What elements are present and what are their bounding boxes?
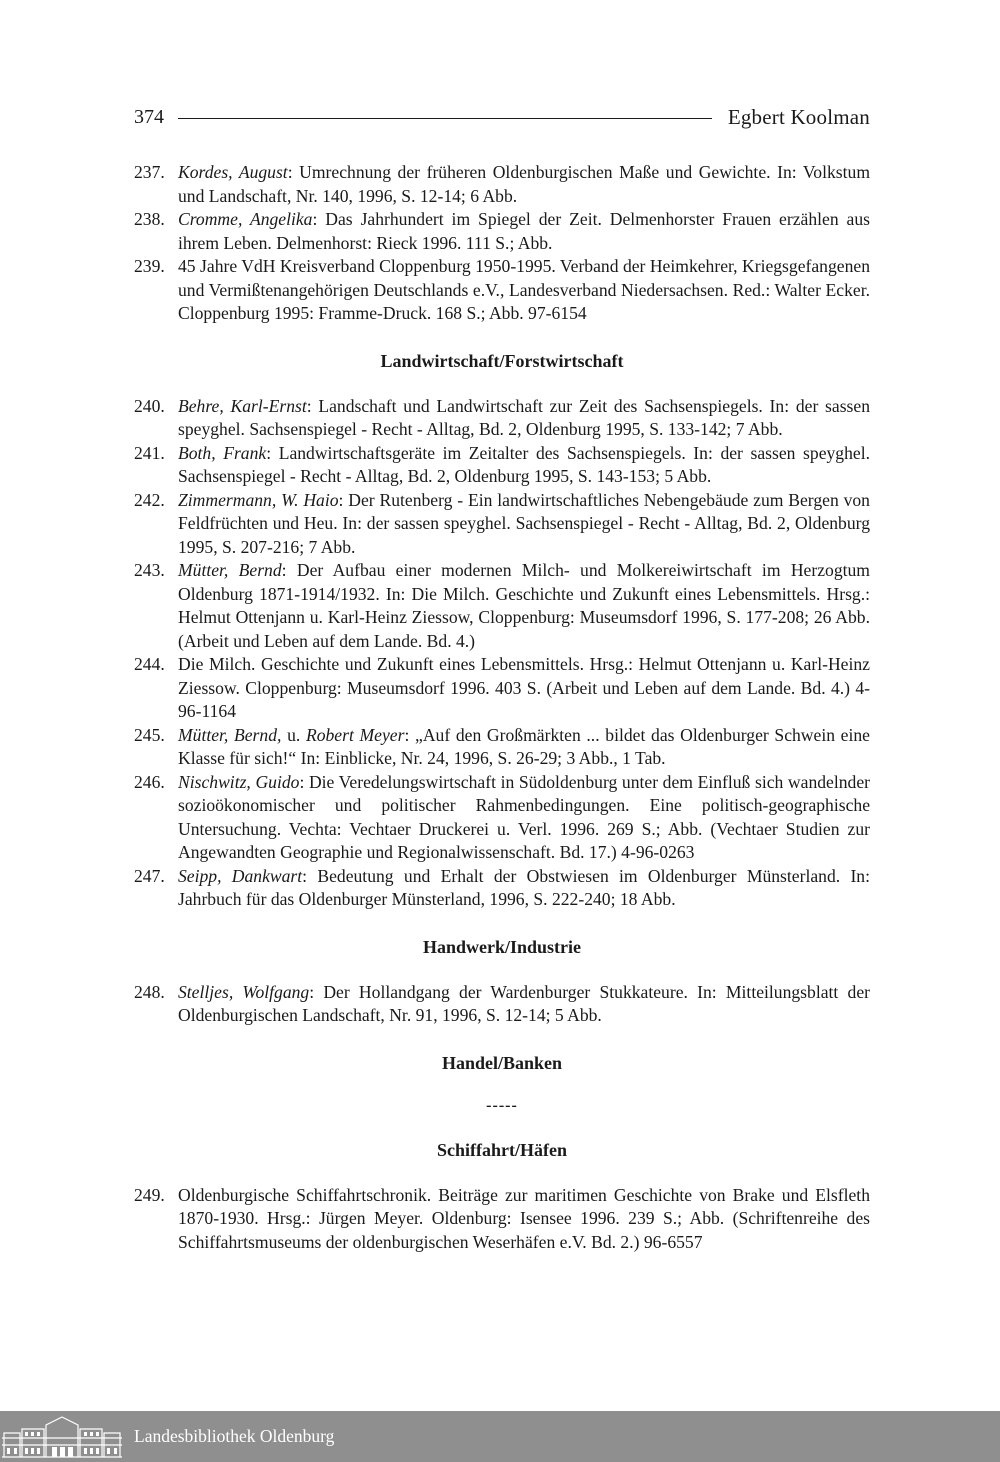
entry-number: 248. [134,981,165,1002]
bibliography-entry [134,724,870,771]
entry-text: : Die Veredelungswirtschaft in Südoldenburg unter dem Einfluß sich wandelnder sozioökonomischer und politischer Rahmenbedingungen. Eine politisch-geographische Untersuchung. Vechta: Vechtaer Druckerei u. Verl. 1996. 269 S.; Abb. (Vechtaer Studien zur Angewandten Geographie und Regionalwissenschaft. Bd. 17.) 4-96-0263 [178,771,870,862]
entry-text: : Bedeutung und Erhalt der Obstwiesen im Oldenburger Münsterland. In: Jahrbuch für das Oldenburger Münsterland, 1996, S. 222-240; 18 Abb. [178,865,870,909]
section-title-handel: Handel/Banken [441,1052,563,1073]
bibliography-entry [134,981,870,1028]
footer-bar [0,1411,1000,1462]
section-title-schiffahrt: Schiffahrt/Häfen [437,1139,567,1160]
entry-coauthor: Robert Meyer [305,724,405,745]
library-name: Landesbibliothek Oldenburg [134,1426,335,1446]
entry-number: 245. [134,724,165,745]
entry-group [134,161,870,326]
entry-author: Behre, Karl-Ernst [178,395,307,416]
entry-number: 237. [134,162,165,182]
bibliography-entry [134,161,870,208]
entry-number: 243. [134,560,165,580]
bibliography-entry [134,208,870,255]
entry-group [134,981,870,1028]
entry-number: 238. [134,209,165,229]
bibliography-entry [134,395,870,442]
entry-author: Mütter, Bernd, [178,724,282,745]
bibliography-entry [134,653,870,724]
entry-number: 246. [134,771,165,792]
running-header [134,102,870,132]
entry-text: : Der Hollandgang der Wardenburger Stukkateure. In: Mitteilungsblatt der Oldenburgischen Landschaft, Nr. 91, 1996, S. 12-14; 5 Abb. [178,981,870,1025]
page-number: 374 [134,105,164,128]
bibliography-entry [134,255,870,326]
entry-author: Both, Frank [178,442,267,463]
entry-connector: u. [281,724,306,745]
entry-text: Oldenburgische Schiffahrtschronik. Beiträge zur maritimen Geschichte von Brake und Elsfleth 1870-1930. Hrsg.: Jürgen Meyer. Oldenburg: Isensee 1996. 239 S.; Abb. (Schriftenreihe des Schiffahrtsmuseums der oldenburgischen Weserhäfen e.V. Bd. 2.) 96-6557 [178,1184,870,1252]
entry-text: : Das Jahrhundert im Spiegel der Zeit. Delmenhorster Frauen erzählen aus ihrem Leben. Delmenhorst: Rieck 1996. 111 S.; Abb. [178,209,870,253]
entry-text: : „Auf den Großmärkten ... bildet das Oldenburger Schwein eine Klasse für sich!“ In: Einblicke, Nr. 24, 1996, S. 26-29; 3 Abb., 1 Tab. [178,724,870,768]
entry-author: Seipp, Dankwart [178,865,303,886]
entry-text: : Der Aufbau einer modernen Milch- und Molkereiwirtschaft im Herzogtum Oldenburg 1871-1914/1932. In: Die Milch. Geschichte und Zukunft eines Lebensmittels. Hrsg.: Helmut Ottenjann u. Karl-Heinz Ziessow, Cloppenburg: Museumsdorf 1996, S. 177-208; 26 Abb. (Arbeit und Leben auf dem Lande. Bd. 4.) [178,560,870,651]
entry-author: Kordes, August [178,162,288,182]
bibliography-entry [134,489,870,560]
entry-text: Die Milch. Geschichte und Zukunft eines Lebensmittels. Hrsg.: Helmut Ottenjann u. Karl-Heinz Ziessow. Cloppenburg: Museumsdorf 1996. 403 S. (Arbeit und Leben auf dem Lande. Bd. 4.) 4-96-1164 [178,654,870,721]
header-rule [178,118,712,119]
library-building-icon [0,1411,124,1462]
entry-number: 242. [134,489,165,510]
entry-author: Zimmermann, W. Haio [178,489,339,510]
entry-text: 45 Jahre VdH Kreisverband Cloppenburg 1950-1995. Verband der Heimkehrer, Kriegsgefangenen und Vermißtenangehörigen Deutschlands e.V., Landesverband Niedersachsen. Red.: Walter Ecker. Cloppenburg 1995: Framme-Druck. 168 S.; Abb. 97-6154 [178,256,870,323]
header-author: Egbert Koolman [727,104,870,129]
entry-author: Cromme, Angelika [178,209,313,229]
entry-number: 239. [134,256,165,276]
entry-text: : Landschaft und Landwirtschaft zur Zeit des Sachsenspiegels. In: der sassen speyghel. Sachsenspiegel - Recht - Alltag, Bd. 2, Oldenburg 1995, S. 133-142; 7 Abb. [178,395,870,439]
entry-text: : Der Rutenberg - Ein landwirtschaftliches Nebengebäude zum Bergen von Feldfrüchten und Heu. In: der sassen speyghel. Sachsenspiegel - Recht - Alltag, Bd. 2, Oldenburg 1995, S. 207-216; 7 Abb. [178,489,870,557]
entry-text: : Landwirtschaftsgeräte im Zeitalter des Sachsenspiegels. In: der sassen speyghel. Sachsenspiegel - Recht - Alltag, Bd. 2, Oldenburg 1995, S. 143-153; 5 Abb. [178,442,870,486]
entry-group [134,395,870,912]
section-title-landwirtschaft: Landwirtschaft/Forstwirtschaft [380,350,624,371]
entry-number: 240. [134,395,165,416]
section-title-handwerk: Handwerk/Industrie [422,936,582,957]
entry-number: 249. [134,1184,165,1205]
bibliography-content [134,161,870,1254]
bibliography-entry [134,1184,870,1255]
entry-author: Nischwitz, Guido [178,771,300,792]
entry-group [134,1184,870,1255]
entry-number: 247. [134,865,165,886]
entry-author: Mütter, Bernd [178,560,282,580]
bibliography-entry [134,865,870,912]
empty-section-marker: ----- [486,1096,518,1114]
entry-number: 244. [134,654,165,674]
bibliography-entry [134,442,870,489]
bibliography-entry [134,771,870,865]
entry-text: : Umrechnung der früheren Oldenburgischen Maße und Gewichte. In: Volkstum und Landschaft, Nr. 140, 1996, S. 12-14; 6 Abb. [178,162,871,206]
entry-number: 241. [134,442,165,463]
entry-author: Stelljes, Wolfgang [178,981,310,1002]
bibliography-entry [134,559,870,653]
